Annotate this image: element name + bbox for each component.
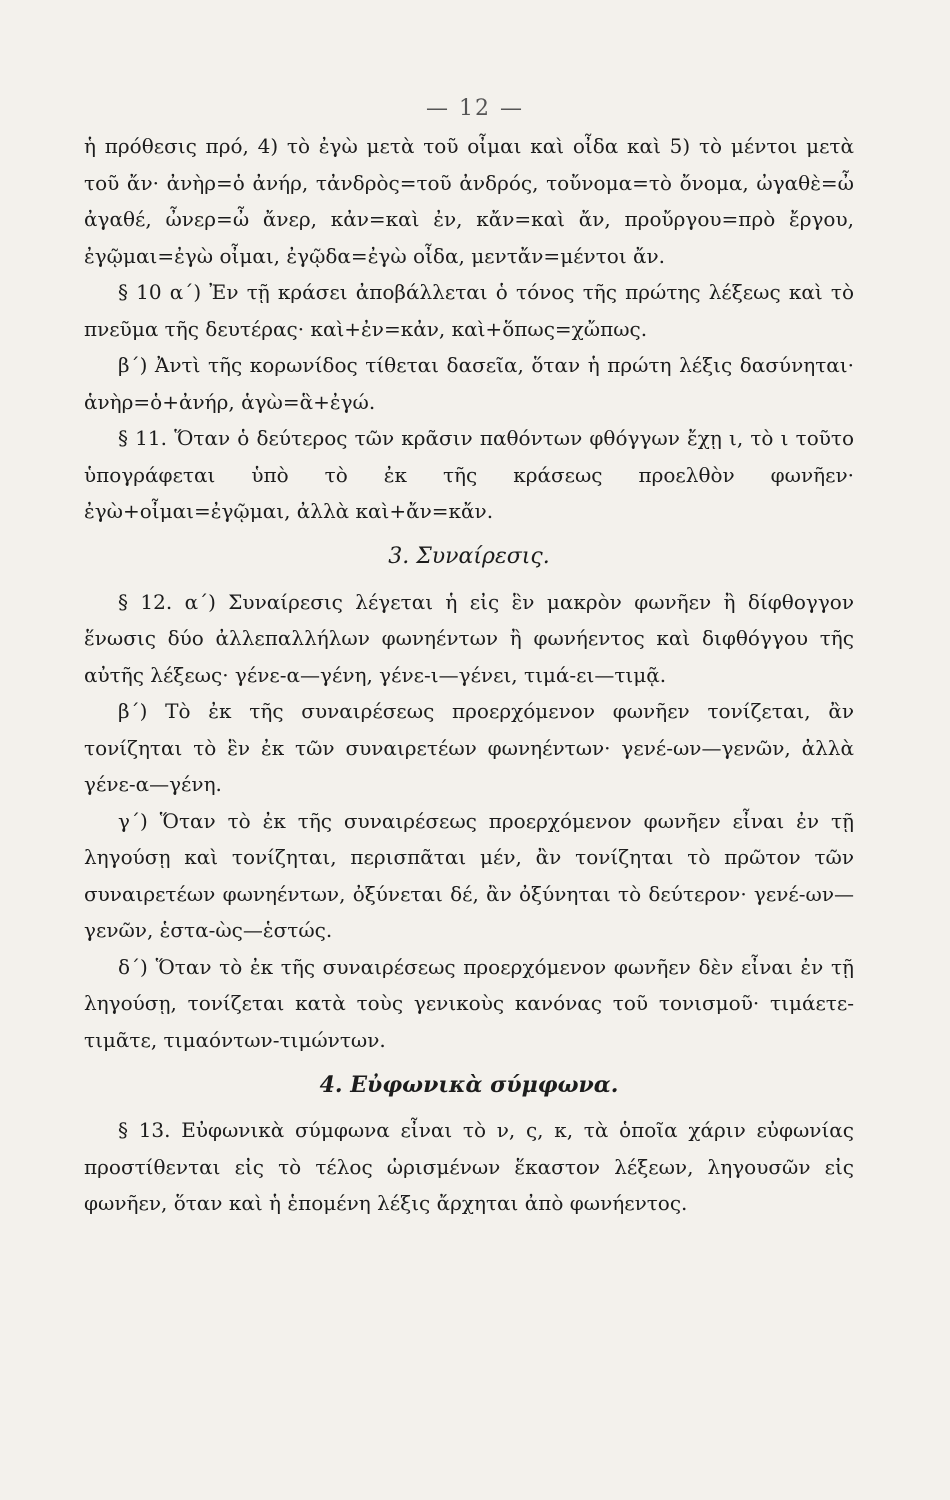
paragraph-section-12b: β΄) Τὸ ἐκ τῆς συναιρέσεως προερχόμενον φωνῆεν τονίζεται, ἂν τονίζηται τὸ ἓν ἐκ τῶν συναιρετέων φωνηέντων· γενέ-ων—γενῶν, ἀλλὰ γένε-α—γένη. — [84, 699, 854, 796]
paragraph-section-11: § 11. Ὅταν ὁ δεύτερος τῶν κρᾶσιν παθόντων φθόγγων ἔχῃ ι, τὸ ι τοῦτο ὑπογράφεται ὑπὸ τὸ ἐκ τῆς κράσεως προελθὸν φωνῆεν· ἐγὼ+οἶμαι=ἐγῷμαι, ἀλλὰ καὶ+ἄν=κἄν. — [84, 426, 854, 523]
paragraph-section-12a: § 12. α΄) Συναίρεσις λέγεται ἡ εἰς ἓν μακρὸν φωνῆεν ἢ δίφθογγον ἕνωσις δύο ἀλλεπαλλήλων φωνηέντων ἢ φωνήεντος καὶ διφθόγγου τῆς αὐτῆς λέξεως· γένε-α—γένη, γένε-ι—γένει, τιμά-ει—τιμᾷ. — [84, 589, 854, 687]
paragraph-continuation: ἡ πρόθεσις πρό, 4) τὸ ἐγὼ μετὰ τοῦ οἶμαι καὶ οἶδα καὶ 5) τὸ μέντοι μετὰ τοῦ ἄν· ἀνὴρ=ὁ ἀνήρ, τἀνδρὸς=τοῦ ἀνδρός, τοὔνομα=τὸ ὄνομα, ὠγαθὲ=ὦ ἀγαθέ, ὦνερ=ὦ ἄνερ, κἀν=καὶ ἐν, κἄν=καὶ ἄν, προὔργου=πρὸ ἔργου, ἐγῷμαι=ἐγὼ οἶμαι, ἐγῷδα=ἐγὼ οἶδα, μεντἄν=μέντοι ἄν. — [84, 134, 854, 268]
page-body — [84, 128, 854, 1222]
heading-euphonic-consonants: 4. Εὐφωνικὰ σύμφωνα. — [319, 1072, 619, 1098]
paragraph-section-10b: β΄) Ἀντὶ τῆς κορωνίδος τίθεται δασεῖα, ὅταν ἡ πρώτη λέξις δασύνηται· ἁνὴρ=ὁ+ἀνήρ, ἁγὼ=ἃ+ἐγώ. — [84, 353, 854, 414]
paragraph-section-10a: § 10 α΄) Ἐν τῇ κράσει ἀποβάλλεται ὁ τόνος τῆς πρώτης λέξεως καὶ τὸ πνεῦμα τῆς δευτέρας· καὶ+ἐν=κἀν, καὶ+ὅπως=χὤπως. — [84, 280, 854, 341]
paragraph-section-13: § 13. Εὐφωνικὰ σύμφωνα εἶναι τὸ ν, ς, κ, τὰ ὁποῖα χάριν εὐφωνίας προστίθενται εἰς τὸ τέλος ὡρισμένων ἕκαστον λέξεων, ληγουσῶν εἰς φωνῆεν, ὅταν καὶ ἡ ἑπομένη λέξις ἄρχηται ἀπὸ φωνήεντος. — [84, 1118, 854, 1215]
paragraph-section-12d: δ΄) Ὅταν τὸ ἐκ τῆς συναιρέσεως προερχόμενον φωνῆεν δὲν εἶναι ἐν τῇ ληγούσῃ, τονίζεται κατὰ τοὺς γενικοὺς κανόνας τοῦ τονισμοῦ· τιμάετε-τιμᾶτε, τιμαόντων-τιμώντων. — [84, 954, 854, 1052]
page-number: — 12 — — [426, 96, 524, 121]
heading-synairesis: 3. Συναίρεσις. — [388, 543, 550, 569]
paragraph-section-12c: γ΄) Ὅταν τὸ ἐκ τῆς συναιρέσεως προερχόμενον φωνῆεν εἶναι ἐν τῇ ληγούσῃ καὶ τονίζηται, περισπᾶται μέν, ἂν τονίζηται τὸ πρῶτον τῶν συναιρετέων φωνηέντων, ὀξύνεται δέ, ἂν ὀξύνηται τὸ δεύτερον· γενέ-ων—γενῶν, ἑστα-ὼς—ἑστώς. — [84, 808, 854, 942]
